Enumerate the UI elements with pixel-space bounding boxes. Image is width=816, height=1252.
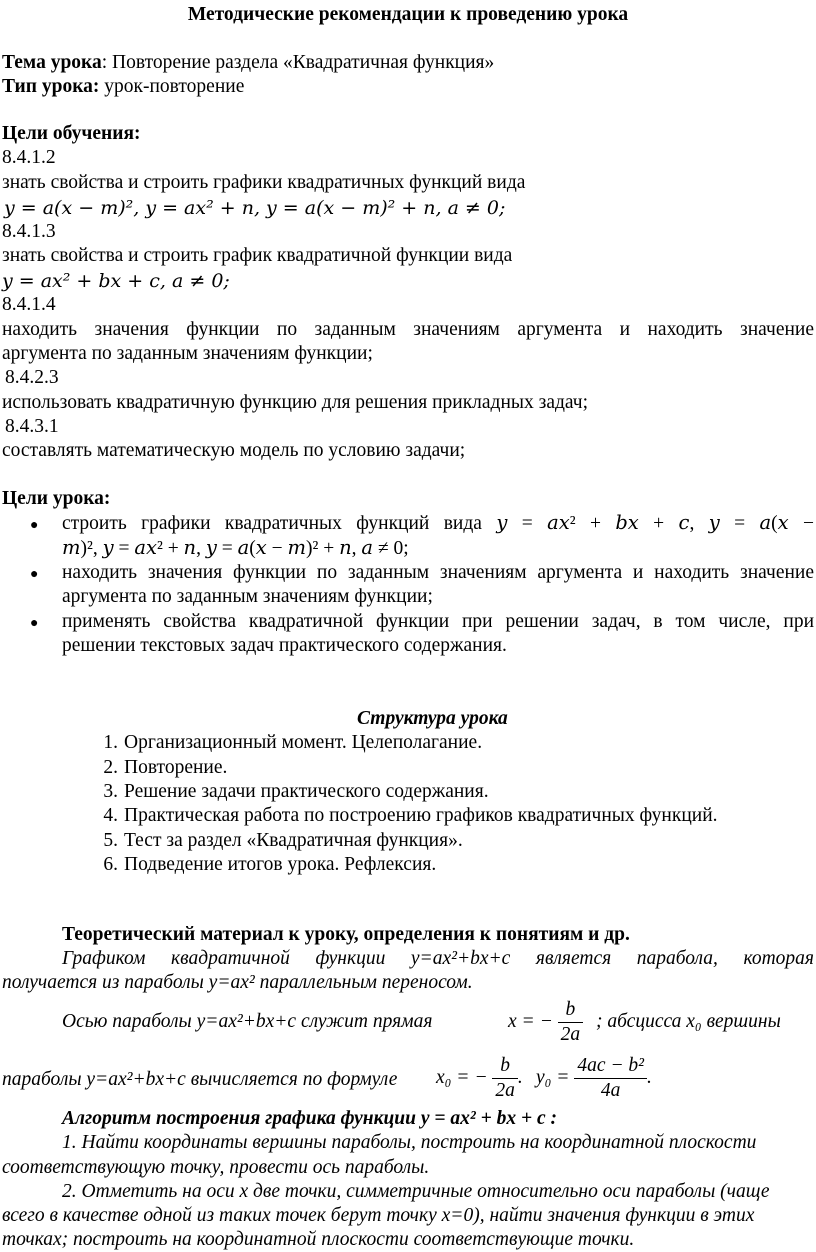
theory-paragraph: Графиком квадратичной функции y=ax²+bx+c является парабола, которая (62, 948, 814, 969)
bullet-icon: ● (30, 616, 39, 631)
algorithm-step: 2. Отметить на оси x две точки, симметричные относительно оси параболы (чаще (62, 1181, 770, 1202)
fraction: $\frac{b}{2a}$ (492, 1054, 518, 1103)
algorithm-step: соответствующую точку, провести ось параболы. (2, 1157, 430, 1178)
list-number: 4. (103, 805, 118, 826)
lesson-goal-line: аргумента по заданным значениям функции; (62, 586, 433, 607)
fraction: $\frac{b}{2a}$ (558, 998, 584, 1047)
document-title: Методические рекомендации к проведению урока (187, 4, 629, 25)
goal-code: 8.4.1.3 (2, 221, 56, 242)
structure-heading: Структура урока (357, 708, 508, 729)
algorithm-heading: Алгоритм построения графика функции y = ax² + bx + c : (62, 1108, 557, 1129)
learning-goals-heading: Цели обучения: (2, 123, 141, 144)
goal-code: 8.4.1.2 (2, 147, 56, 168)
topic-line (2, 51, 494, 75)
y0-formula: y₀ = $\frac{\text{4ac − b²}}{4a}$ . (536, 1055, 652, 1101)
list-item: Тест за раздел «Квадратичная функция». (124, 830, 463, 851)
list-item: Практическая работа по построению графиков квадратичных функций. (124, 805, 718, 826)
vertex-formula-text: параболы y=ax²+bx+c вычисляется по формуле (2, 1069, 398, 1090)
list-number: 3. (103, 781, 118, 802)
goal-formula: 𝑦 = 𝑎(𝑥 − 𝑚)², 𝑦 = 𝑎𝑥² + 𝑛, 𝑦 = 𝑎(𝑥 − 𝑚)² + 𝑛, 𝑎 ≠ 0; (4, 197, 506, 219)
lesson-goal-line: применять свойства квадратичной функции при решении задач, в том числе, при (62, 611, 814, 632)
theory-paragraph: получается из параболы y=ax² параллельным переносом. (2, 972, 473, 993)
goal-code: 8.4.1.4 (2, 294, 56, 315)
algorithm-step: точках; построить на координатной плоскости соответствующие точки. (2, 1229, 635, 1250)
x0-formula: x₀ = − $\frac{b}{2a}$ . (436, 1055, 523, 1101)
list-item: Повторение. (124, 757, 228, 778)
list-item: Подведение итогов урока. Рефлексия. (124, 854, 437, 875)
bullet-icon: ● (30, 518, 39, 533)
lesson-goal-line: решении текстовых задач практического содержания. (62, 635, 507, 656)
lesson-goal-line: 𝑚)², 𝑦 = 𝑎𝑥² + 𝑛, 𝑦 = 𝑎(𝑥 − 𝑚)² + 𝑛, 𝑎 ≠ 0; (62, 538, 409, 559)
lesson-goal-line: находить значения функции по заданным значениям аргумента и находить значение (62, 562, 814, 583)
axis-formula: x = − $\frac{b}{2a}$ (508, 998, 583, 1047)
algorithm-step: всего в качестве одной из таких точек берут точку x=0), найти значения функции в этих (2, 1205, 755, 1226)
goal-text: использовать квадратичную функцию для решения прикладных задач; (2, 392, 589, 413)
list-number: 5. (103, 830, 118, 851)
goal-text: знать свойства и строить график квадратичной функции вида (2, 245, 513, 266)
bullet-icon: ● (30, 567, 39, 582)
goal-text: знать свойства и строить графики квадратичных функций вида (2, 172, 526, 193)
algorithm-step: 1. Найти координаты вершины параболы, построить на координатной плоскости (62, 1132, 757, 1153)
goal-code: 8.4.2.3 (5, 367, 59, 388)
list-item: Решение задачи практического содержания. (124, 781, 489, 802)
goal-code: 8.4.3.1 (5, 416, 59, 437)
axis-text: Осью параболы y=ax²+bx+c служит прямая (62, 1011, 433, 1032)
type-label: Тип урока: (2, 76, 100, 97)
goal-text: составлять математическую модель по условию задачи; (2, 440, 466, 461)
type-line (2, 75, 244, 99)
lesson-goals-heading: Цели урока: (2, 488, 111, 509)
type-value: урок-повторение (99, 76, 245, 97)
goal-text: находить значения функции по заданным значениям аргумента и находить значение (2, 319, 814, 340)
vertex-text: ; абсцисса x₀ вершины (596, 1011, 781, 1032)
list-number: 1. (103, 732, 118, 753)
lesson-goal-line: строить графики квадратичных функций вида 𝑦 = 𝑎𝑥² + 𝑏𝑥 + 𝑐, 𝑦 = 𝑎(𝑥 − (62, 513, 814, 534)
goal-text: аргумента по заданным значениям функции; (2, 343, 373, 364)
fraction: $\frac{\text{4ac − b²}}{4a}$ (574, 1054, 647, 1103)
list-number: 6. (103, 854, 118, 875)
list-item: Организационный момент. Целеполагание. (124, 732, 483, 753)
goal-formula: 𝑦 = 𝑎𝑥² + 𝑏𝑥 + 𝑐, 𝑎 ≠ 0; (2, 270, 230, 292)
topic-label: Тема урока (2, 52, 102, 73)
theory-heading: Теоретический материал к уроку, определения к понятиям и др. (62, 924, 630, 945)
list-number: 2. (103, 757, 118, 778)
topic-value: : Повторение раздела «Квадратичная функция» (101, 52, 495, 73)
